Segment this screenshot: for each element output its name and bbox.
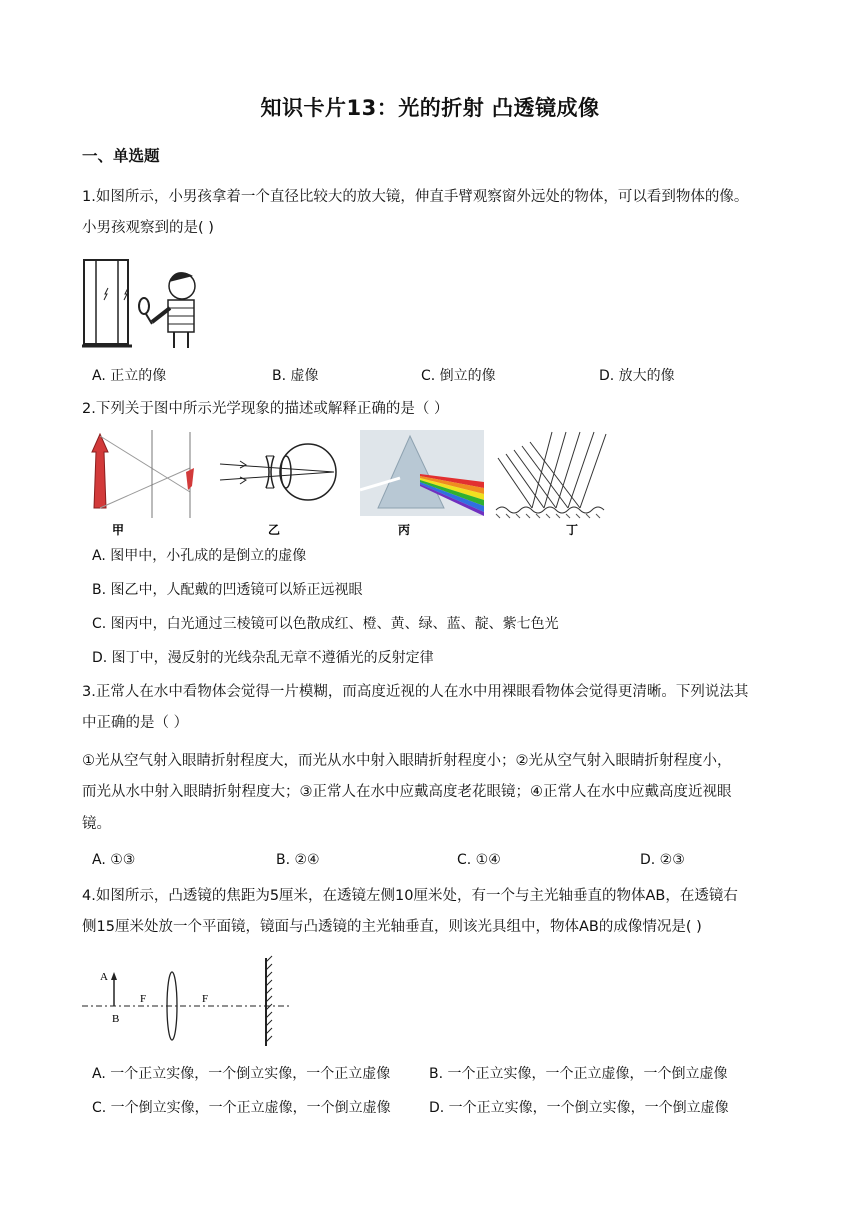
q3-text-line5: 镜。	[82, 816, 111, 832]
q2-figure-bing-prism	[360, 428, 484, 540]
section-heading: 一、单选题	[82, 147, 160, 165]
fig-label-f2: F	[202, 993, 209, 1005]
fig-label-bing: 丙	[398, 523, 411, 537]
q3-text-line4: 而光从水中射入眼睛折射程度大；③正常人在水中应戴高度老花眼镜；④正常人在水中应戴高度近视眼	[82, 784, 732, 800]
q1-option-a[interactable]: A. 正立的像	[92, 368, 167, 384]
q4-option-b[interactable]: B. 一个正立实像，一个正立虚像，一个倒立虚像	[429, 1066, 728, 1082]
page-title: 知识卡片13：光的折射 凸透镜成像	[260, 96, 600, 120]
q3-text-line3: ①光从空气射入眼睛折射程度大，而光从水中射入眼睛折射程度小；②光从空气射入眼睛折射程度小，	[82, 753, 732, 769]
q3-text-line1: 3.正常人在水中看物体会觉得一片模糊，而高度近视的人在水中用裸眼看物体会觉得更清晰。下列说法其	[82, 684, 749, 700]
q4-text-line1: 4.如图所示，凸透镜的焦距为5厘米，在透镜左侧10厘米处，有一个与主光轴垂直的物体AB，在透镜右	[82, 888, 738, 904]
q4-option-c[interactable]: C. 一个倒立实像，一个正立虚像，一个倒立虚像	[92, 1100, 391, 1116]
q3-option-a[interactable]: A. ①③	[92, 852, 136, 868]
fig-label-ding: 丁	[566, 523, 579, 537]
q3-option-d[interactable]: D. ②③	[640, 852, 685, 868]
fig-label-f1: F	[140, 993, 147, 1005]
q4-figure-lens-mirror	[82, 950, 297, 1050]
q2-option-b[interactable]: B. 图乙中，人配戴的凹透镜可以矫正远视眼	[92, 582, 363, 598]
q2-option-d[interactable]: D. 图丁中，漫反射的光线杂乱无章不遵循光的反射定律	[92, 650, 434, 666]
q2-figure-jia-pinhole	[82, 428, 212, 540]
fig-label-jia: 甲	[112, 523, 125, 537]
q2-option-a[interactable]: A. 图甲中，小孔成的是倒立的虚像	[92, 548, 307, 564]
q4-option-a[interactable]: A. 一个正立实像，一个倒立实像，一个正立虚像	[92, 1066, 391, 1082]
q4-option-d[interactable]: D. 一个正立实像，一个倒立实像，一个倒立虚像	[429, 1100, 729, 1116]
q3-text-line2: 中正确的是（ ）	[82, 715, 189, 731]
q2-figure-yi-eye-lens	[216, 428, 346, 540]
q1-option-c[interactable]: C. 倒立的像	[421, 368, 496, 384]
q2-figure-ding-diffuse-reflection	[492, 428, 612, 540]
q1-figure-boy-magnifier	[82, 256, 202, 352]
q1-option-b[interactable]: B. 虚像	[272, 368, 319, 384]
q2-text-line1: 2.下列关于图中所示光学现象的描述或解释正确的是（ ）	[82, 401, 449, 417]
q2-option-c[interactable]: C. 图丙中，白光通过三棱镜可以色散成红、橙、黄、绿、蓝、靛、紫七色光	[92, 616, 559, 632]
fig-label-b: B	[112, 1013, 120, 1025]
q1-text-line1: 1.如图所示，小男孩拿着一个直径比较大的放大镜，伸直手臂观察窗外远处的物体，可以看到物体的像。	[82, 189, 749, 205]
q1-text-line2: 小男孩观察到的是( )	[82, 220, 214, 236]
q3-option-b[interactable]: B. ②④	[276, 852, 320, 868]
q4-text-line2: 侧15厘米处放一个平面镜，镜面与凸透镜的主光轴垂直，则该光具组中，物体AB的成像情况是( )	[82, 919, 702, 935]
q1-option-d[interactable]: D. 放大的像	[599, 368, 675, 384]
q3-option-c[interactable]: C. ①④	[457, 852, 501, 868]
fig-label-a: A	[100, 971, 108, 983]
fig-label-yi: 乙	[268, 523, 281, 537]
